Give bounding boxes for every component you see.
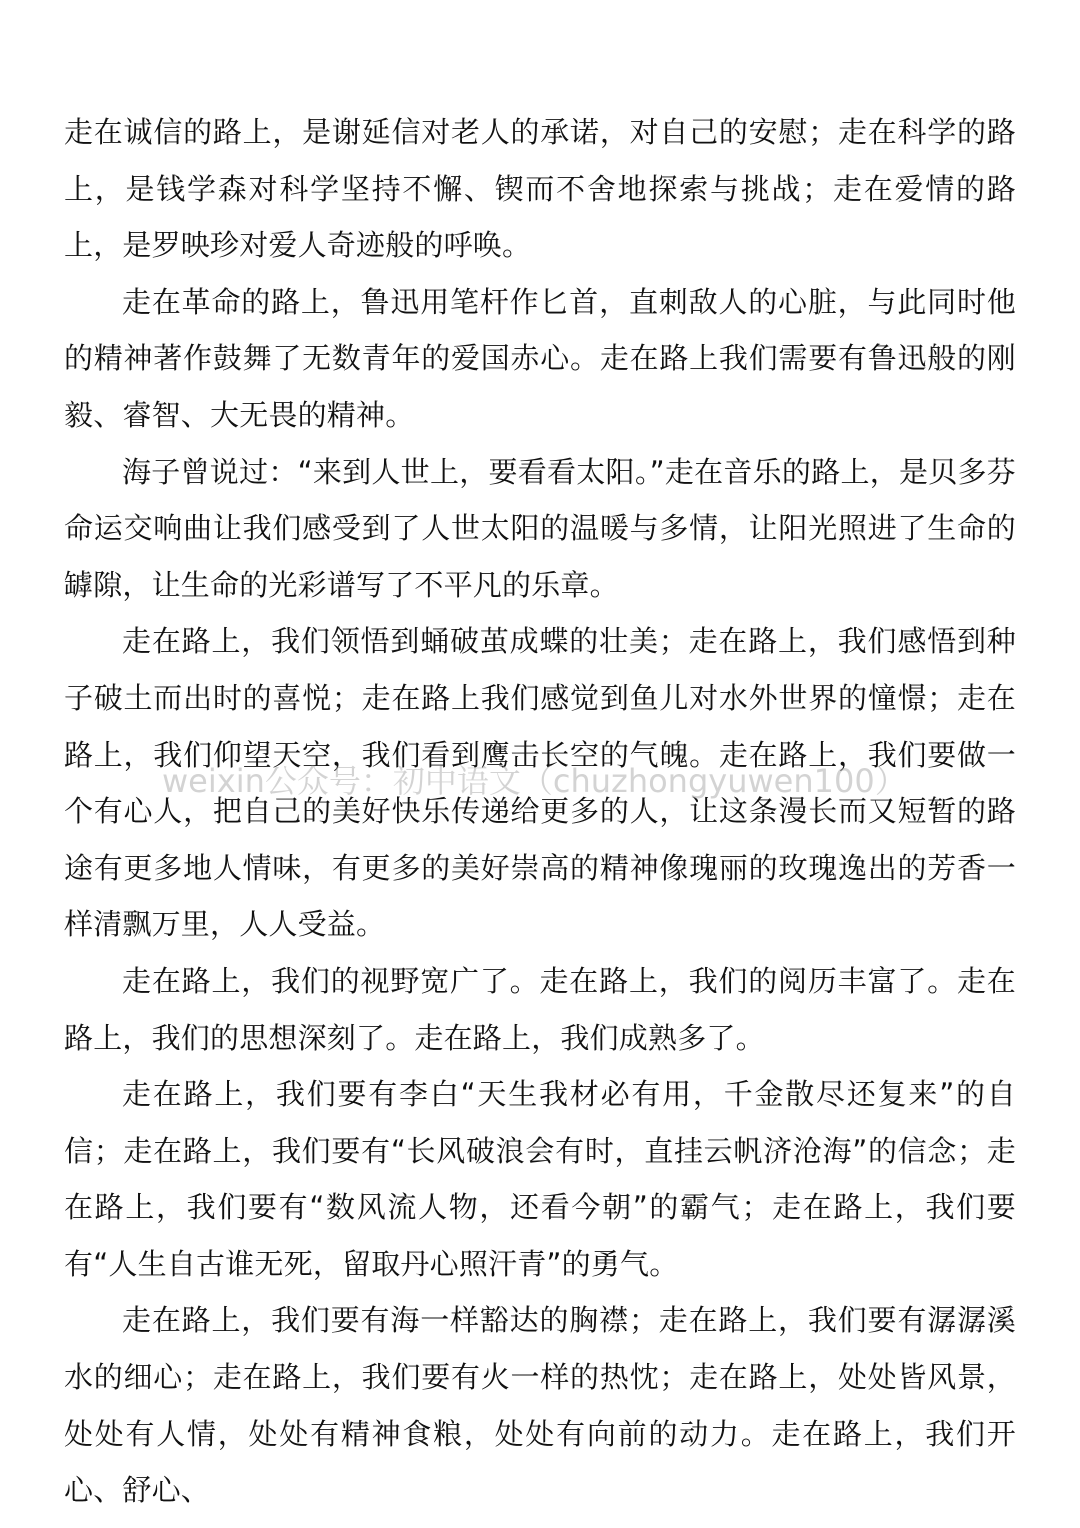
paragraph-7: 走在路上，我们要有海一样豁达的胸襟；走在路上，我们要有潺潺溪水的细心；走在路上，我们要有火一样的热忱；走在路上，处处皆风景，处处有人情，处处有精神食粮，处处有向前的动力。走在路上，我们开心、舒心、 bbox=[64, 1303, 1016, 1508]
paragraph-6: 走在路上，我们要有李白“天生我材必有用，千金散尽还复来”的自信；走在路上，我们要有“长风破浪会有时，直挂云帆济沧海”的信念；走在路上，我们要有“数风流人物，还看今朝”的霸气；走在路上，我们要有“人生自古谁无死，留取丹心照汗青”的勇气。 bbox=[64, 1077, 1016, 1281]
paragraph-4: 走在路上，我们领悟到蛹破茧成蝶的壮美；走在路上，我们感悟到种子破土而出时的喜悦；走在路上我们感觉到鱼儿对水外世界的憧憬；走在路上，我们仰望天空，我们看到鹰击长空的气魄。走在路上，我们要做一个有心人，把自己的美好快乐传递给更多的人，让这条漫长而又短暂的路途有更多地人情味，有更多的美好崇高的精神像瑰丽的玫瑰逸出的芳香一样清飘万里，人人受益。 bbox=[64, 624, 1016, 942]
paragraph-2: 走在革命的路上，鲁迅用笔杆作匕首，直刺敌人的心脏，与此同时他的精神著作鼓舞了无数青年的爱国赤心。走在路上我们需要有鲁迅般的刚毅、睿智、大无畏的精神。 bbox=[64, 284, 1016, 432]
watermark: weixin公众号：初中语文（chuzhongyuwen100） bbox=[162, 762, 907, 800]
paragraph-1: 走在诚信的路上，是谢延信对老人的承诺，对自己的安慰；走在科学的路上，是钱学森对科学坚持不懈、锲而不舍地探索与挑战；走在爱情的路上，是罗映珍对爱人奇迹般的呼唤。 bbox=[64, 115, 1016, 263]
paragraph-5: 走在路上，我们的视野宽广了。走在路上，我们的阅历丰富了。走在路上，我们的思想深刻了。走在路上，我们成熟多了。 bbox=[64, 963, 1016, 1055]
article-body bbox=[64, 104, 1016, 1519]
paragraph-3: 海子曾说过：“来到人世上，要看看太阳。”走在音乐的路上，是贝多芬命运交响曲让我们感受到了人世太阳的温暖与多情，让阳光照进了生命的罅隙，让生命的光彩谱写了不平凡的乐章。 bbox=[64, 454, 1016, 602]
